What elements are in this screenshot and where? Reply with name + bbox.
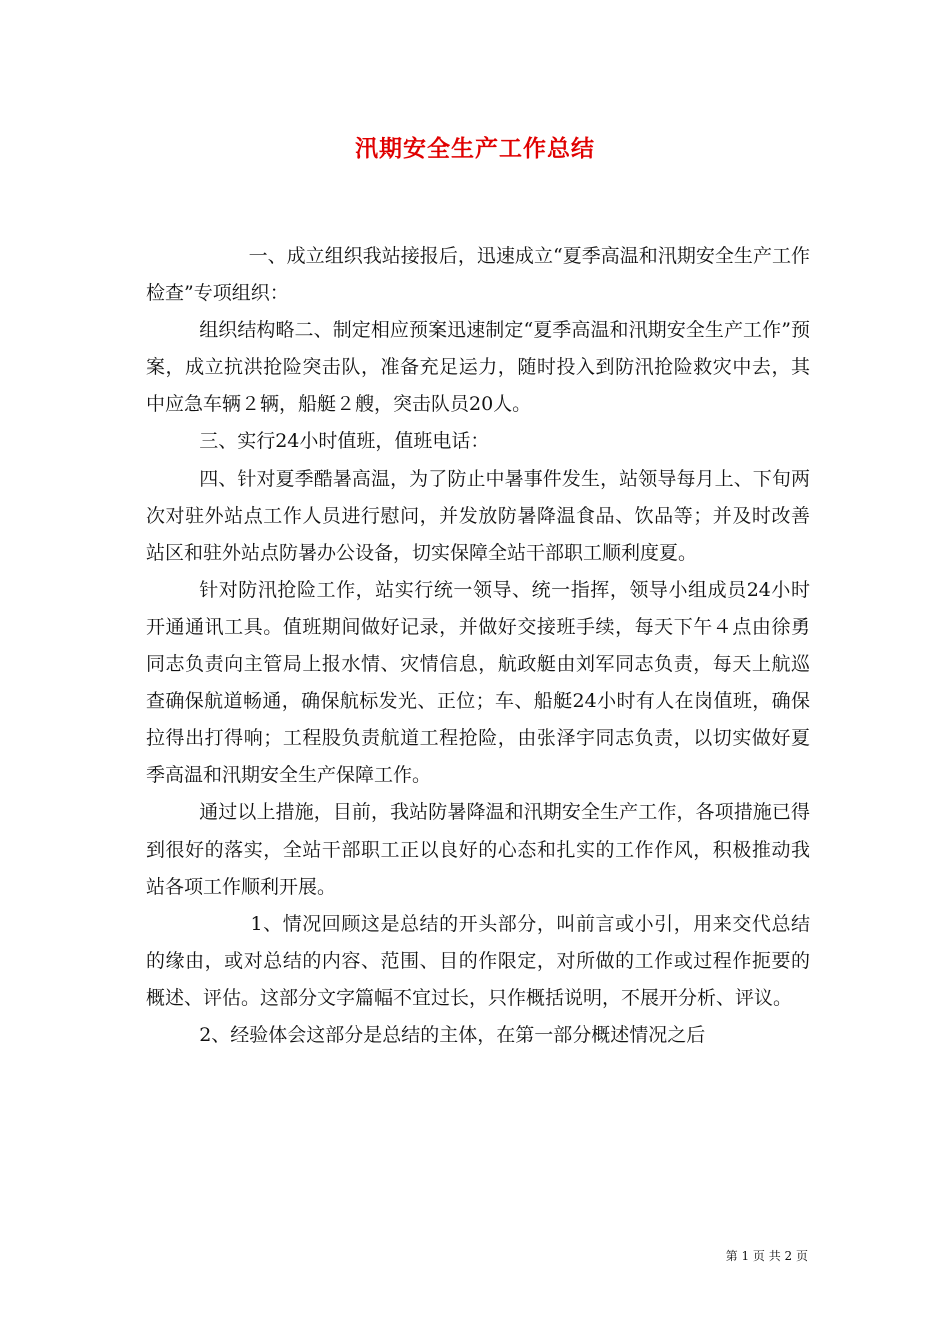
page-number: 第 1 页 共 2 页 [725,1249,808,1263]
paragraph-6: 通过以上措施，目前，我站防暑降温和汛期安全生产工作，各项措施已得到很好的落实，全站干部职工正以良好的心态和扎实的工作作风，积极推动我站各项工作顺利开展。 [146,801,810,898]
document-title: 汛期安全生产工作总结 [355,135,595,162]
paragraph-7: 1、情况回顾这是总结的开头部分，叫前言或小引，用来交代总结的缘由，或对总结的内容、范围、目的作限定，对所做的工作或过程作扼要的概述、评估。这部分文字篇幅不宜过长，只作概括说明，不展开分析、评议。 [146,912,810,1009]
paragraph-5: 针对防汛抢险工作，站实行统一领导、统一指挥，领导小组成员24小时开通通讯工具。值班期间做好记录，并做好交接班手续，每天下午４点由徐勇同志负责向主管局上报水情、灾情信息，航政艇由刘军同志负责，每天上航巡查确保航道畅通，确保航标发光、正位；车、船艇24小时有人在岗值班，确保拉得出打得响；工程股负责航道工程抢险，由张泽宇同志负责，以切实做好夏季高温和汛期安全生产保障工作。 [146,578,810,787]
paragraph-3: 三、实行24小时值班，值班电话： [199,430,490,453]
paragraph-1: 一、成立组织我站接报后，迅速成立“夏季高温和汛期安全生产工作检查”专项组织： [146,245,810,305]
paragraph-2: 组织结构略二、制定相应预案迅速制定“夏季高温和汛期安全生产工作”预案，成立抗洪抢险突击队，准备充足运力，随时投入到防汛抢险救灾中去，其中应急车辆２辆，船艇２艘，突击队员20人。 [146,319,810,416]
paragraph-4: 四、针对夏季酷暑高温，为了防止中暑事件发生，站领导每月上、下旬两次对驻外站点工作人员进行慰问，并发放防暑降温食品、饮品等；并及时改善站区和驻外站点防暑办公设备，切实保障全站干部职工顺利度夏。 [146,467,810,564]
document-body [146,238,810,1054]
paragraph-8: 2、经验体会这部分是总结的主体，在第一部分概述情况之后 [199,1023,706,1046]
